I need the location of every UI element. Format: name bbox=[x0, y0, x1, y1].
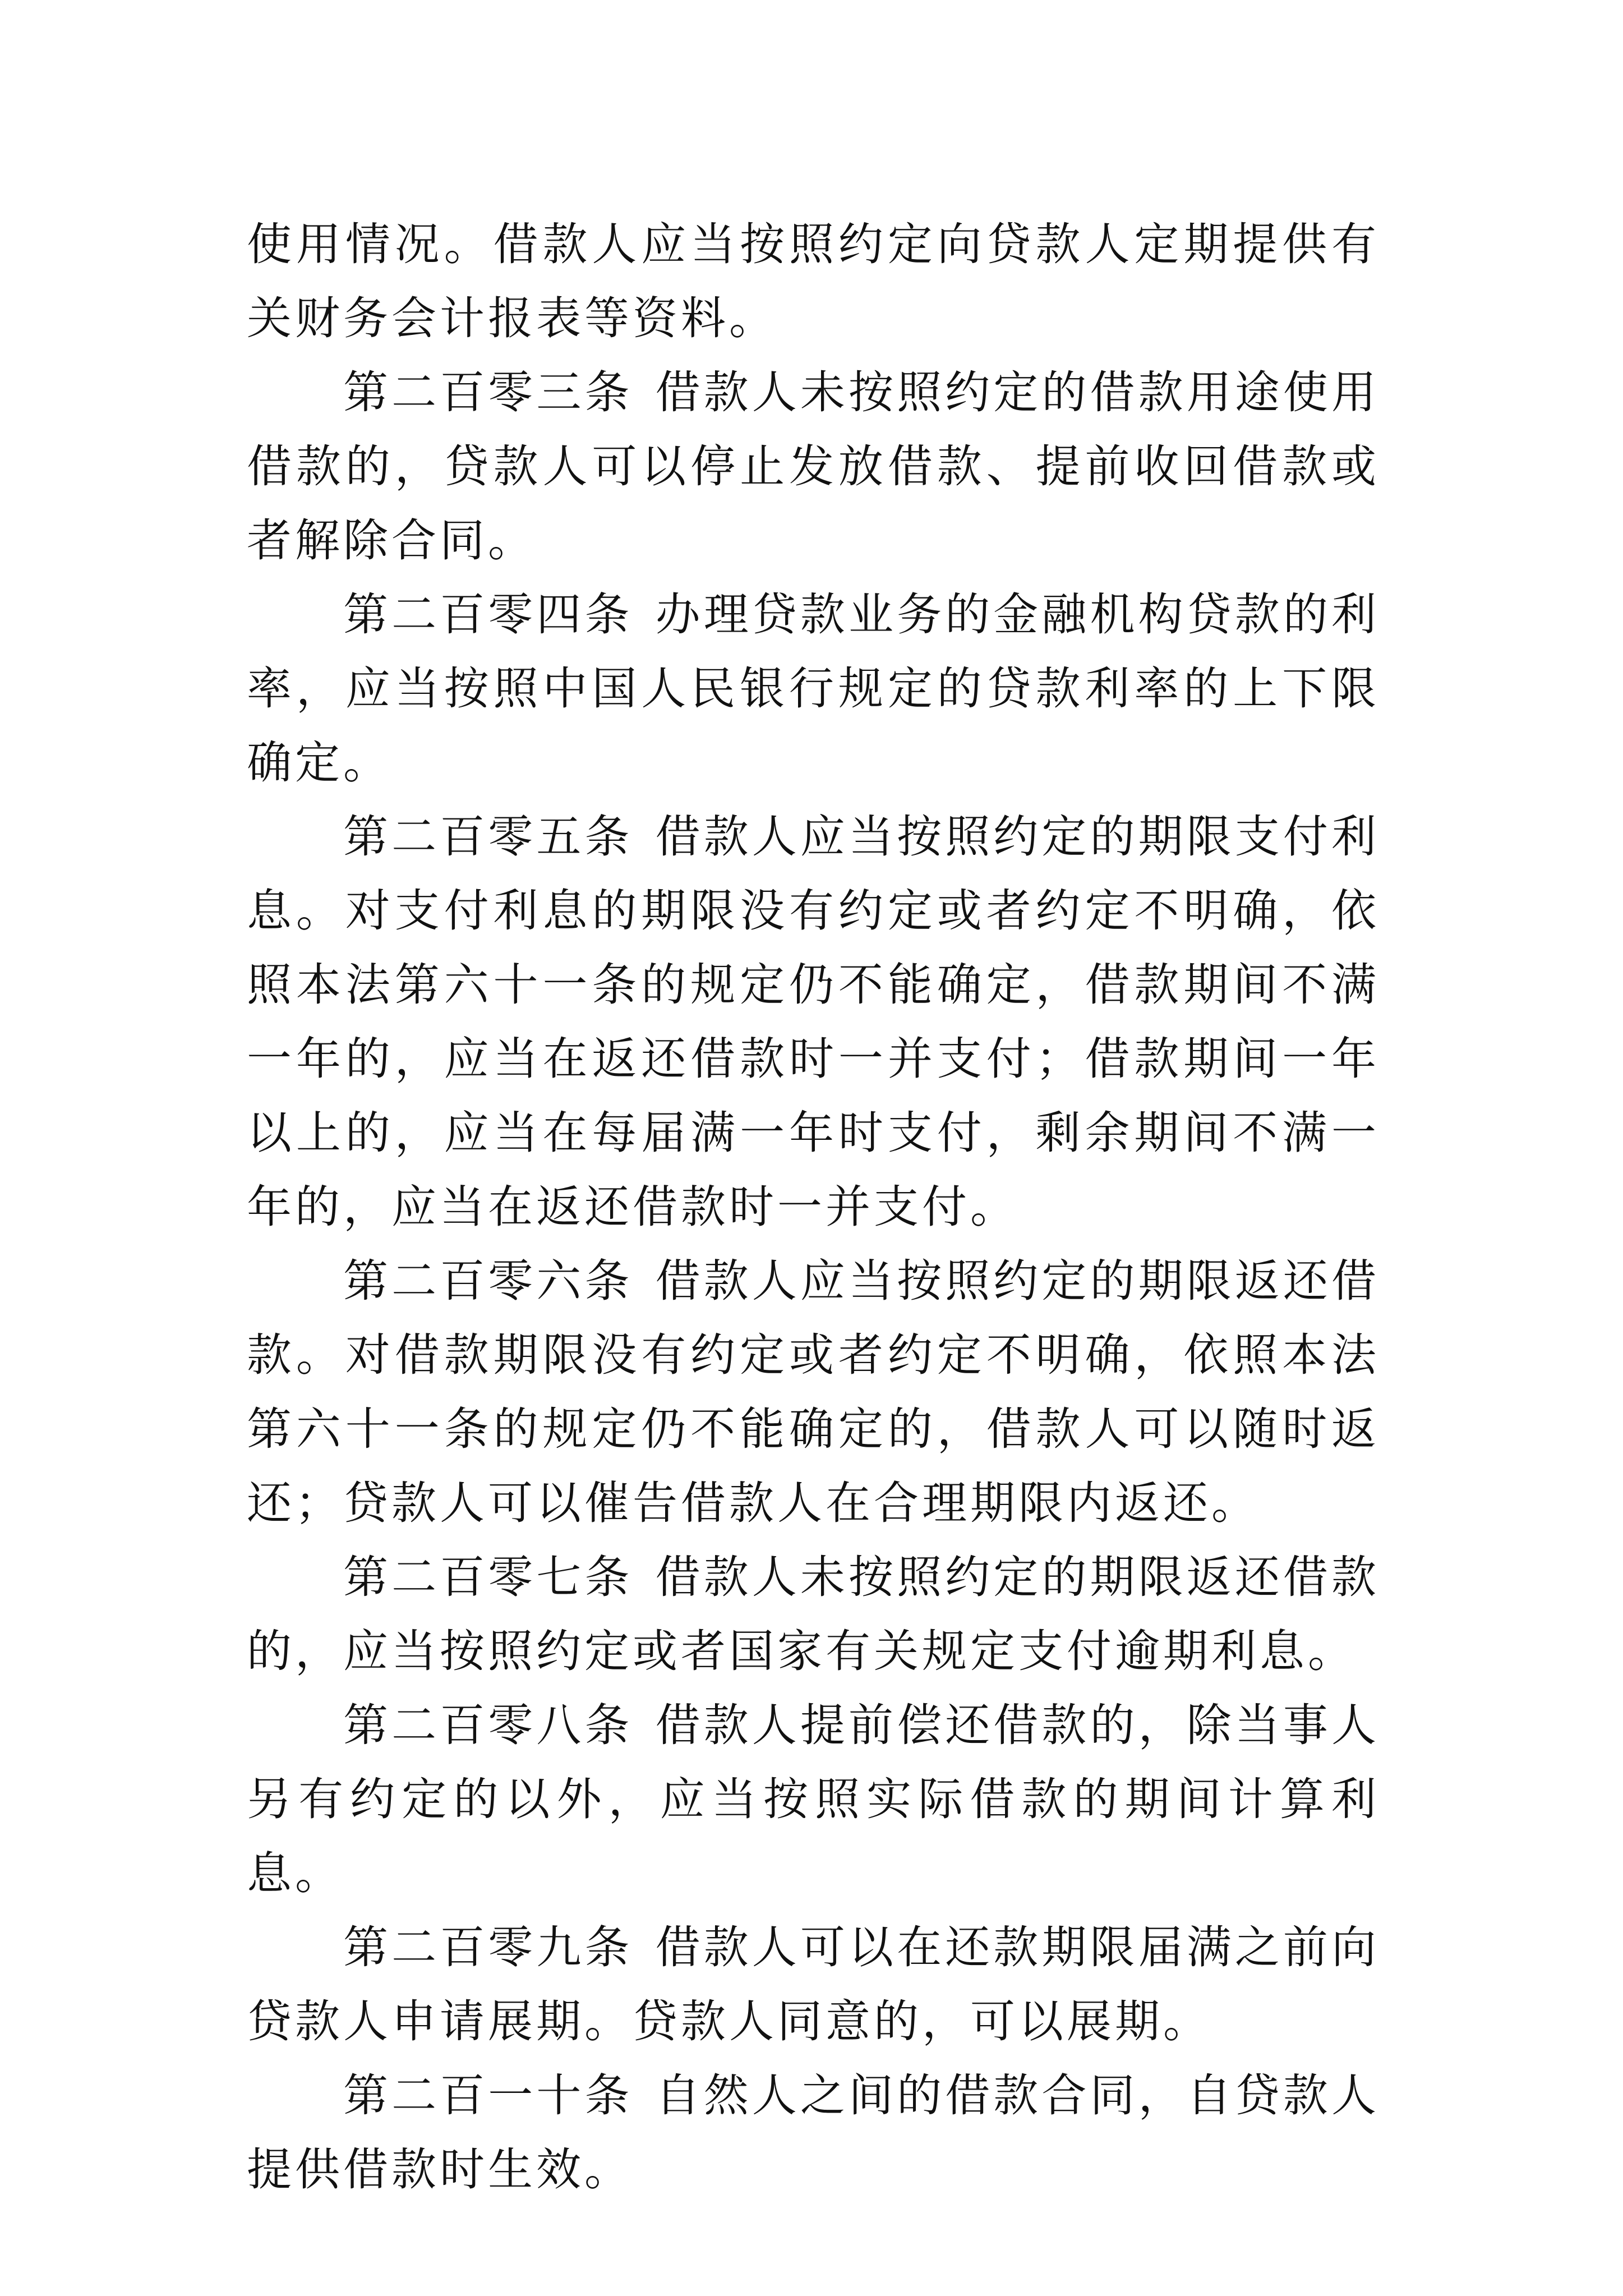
paragraph-text: 使用情况。借款人应当按照约定向贷款人定期提供有关财务会计报表等资料。 bbox=[247, 218, 1380, 344]
article-text: 自然人之间的借款合同，自贷款人提供借款时生效。 bbox=[247, 2069, 1380, 2196]
article-206 bbox=[247, 1244, 1380, 1540]
article-text: 借款人未按照约定的期限返还借款的，应当按照约定或者国家有关规定支付逾期利息。 bbox=[247, 1551, 1380, 1677]
article-text: 借款人可以在还款期限届满之前向贷款人申请展期。贷款人同意的，可以展期。 bbox=[247, 1921, 1380, 2047]
article-text: 办理贷款业务的金融机构贷款的利率，应当按照中国人民银行规定的贷款利率的上下限确定。 bbox=[247, 588, 1380, 789]
article-text: 借款人应当按照约定的期限返还借款。对借款期限没有约定或者约定不明确，依照本法第六十一条的规定仍不能确定的，借款人可以随时返还；贷款人可以催告借款人在合理期限内返还。 bbox=[247, 1255, 1380, 1529]
article-number: 第二百零五条 bbox=[343, 811, 633, 863]
article-number: 第二百零八条 bbox=[343, 1699, 633, 1751]
document-body bbox=[247, 208, 1380, 2207]
article-number: 第二百零四条 bbox=[343, 588, 633, 641]
article-205 bbox=[247, 800, 1380, 1244]
article-text: 借款人应当按照约定的期限支付利息。对支付利息的期限没有约定或者约定不明确，依照本法第六十一条的规定仍不能确定，借款期间不满一年的，应当在返还借款时一并支付；借款期间一年以上的，应当在每届满一年时支付，剩余期间不满一年的，应当在返还借款时一并支付。 bbox=[247, 811, 1380, 1233]
article-203 bbox=[247, 356, 1380, 578]
paragraph-continuation bbox=[247, 208, 1380, 356]
article-number: 第二百零六条 bbox=[343, 1255, 633, 1307]
article-number: 第二百零九条 bbox=[343, 1921, 633, 1973]
article-text: 借款人提前偿还借款的，除当事人另有约定的以外，应当按照实际借款的期间计算利息。 bbox=[247, 1699, 1380, 1899]
article-204 bbox=[247, 578, 1380, 800]
article-209 bbox=[247, 1911, 1380, 2059]
article-208 bbox=[247, 1688, 1380, 1911]
article-210 bbox=[247, 2059, 1380, 2207]
article-text: 借款人未按照约定的借款用途使用借款的，贷款人可以停止发放借款、提前收回借款或者解除合同。 bbox=[247, 366, 1380, 567]
article-number: 第二百零七条 bbox=[343, 1551, 633, 1603]
article-number: 第二百零三条 bbox=[343, 366, 633, 418]
article-207 bbox=[247, 1540, 1380, 1688]
article-number: 第二百一十条 bbox=[343, 2069, 633, 2122]
